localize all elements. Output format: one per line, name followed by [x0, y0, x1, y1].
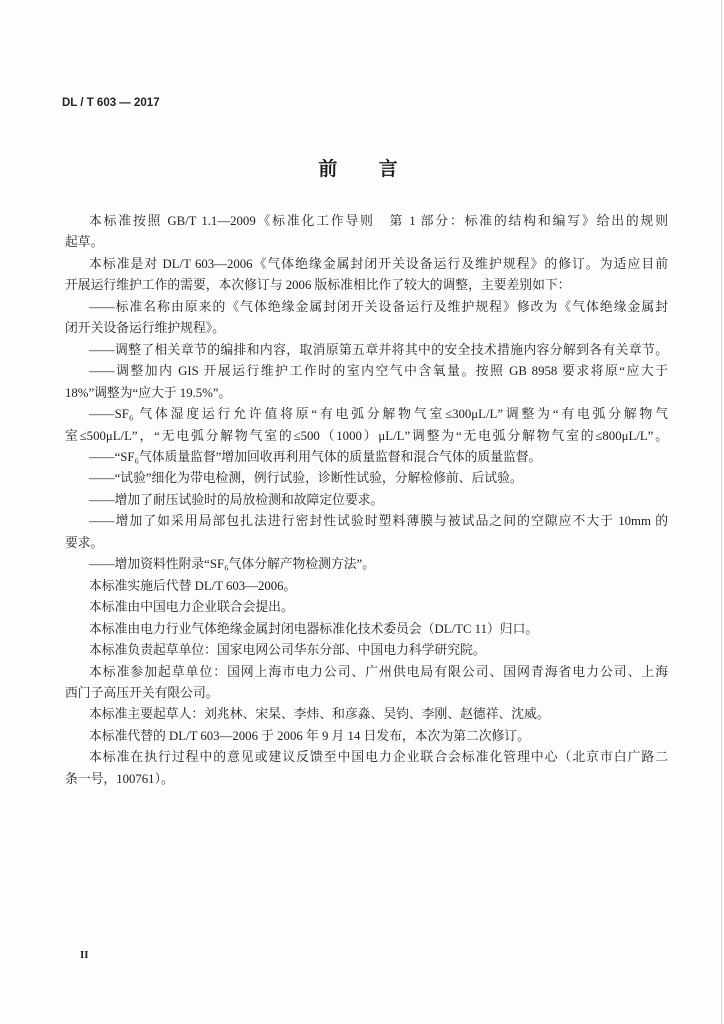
- change-item: [65, 297, 668, 340]
- foreword-paragraph: [65, 726, 668, 747]
- document-code-header: DL / T 603 — 2017: [62, 97, 160, 109]
- page-number: II: [80, 949, 89, 961]
- foreword-paragraph: [65, 640, 668, 661]
- text-line: 室≤500μL/L”，“无电弧分解物气室的≤500（1000）μL/L”调整为“无电弧分解物气室的≤800μL/L”。: [65, 428, 668, 443]
- foreword-paragraph: [65, 619, 668, 640]
- text-line: ——增加了如采用局部包扎法进行密封性试验时塑料薄膜与被试品之间的空隙应不大于 10mm 的: [89, 514, 668, 529]
- text-line: 本标准负责起草单位：国家电网公司华东分部、中国电力科学研究院。: [89, 643, 486, 658]
- foreword-paragraph: [65, 662, 668, 705]
- foreword-paragraph: [65, 597, 668, 618]
- foreword-body: [65, 211, 668, 790]
- change-item: [65, 511, 668, 554]
- text-line: 西门子高压开关有限公司。: [65, 685, 219, 700]
- text-line: 闭开关设备运行维护规程》。: [65, 321, 225, 336]
- foreword-paragraph: [65, 254, 668, 297]
- text-line: ——标准名称由原来的《气体绝缘金属封闭开关设备运行及维护规程》修改为《气体绝缘金属封: [89, 299, 668, 314]
- change-item: [65, 361, 668, 404]
- foreword-paragraph: [65, 576, 668, 597]
- text-line: ——SF₆ 气体湿度运行允许值将原“有电弧分解物气室≤300μL/L”调整为“有电弧分解物气: [89, 407, 668, 422]
- text-line: 本标准在执行过程中的意见或建议反馈至中国电力企业联合会标准化管理中心（北京市白广路二: [89, 750, 668, 765]
- text-line: 条一号，100761）。: [65, 771, 174, 786]
- text-line: ——“SF₆气体质量监督”增加回收再利用气体的质量监督和混合气体的质量监督。: [89, 449, 542, 464]
- foreword-paragraph: [65, 211, 668, 254]
- text-line: 18%”调整为“应大于 19.5%”。: [65, 385, 232, 400]
- text-line: 本标准主要起草人：刘兆林、宋杲、李炜、和彦淼、吴钧、李刚、赵德祥、沈威。: [89, 707, 550, 722]
- change-item: [65, 490, 668, 511]
- text-line: 起草。: [65, 235, 104, 250]
- change-item: [65, 340, 668, 361]
- text-line: ——“试验”细化为带电检测，例行试验，诊断性试验，分解检修前、后试验。: [89, 471, 523, 486]
- text-line: 要求。: [65, 535, 104, 550]
- change-item: [65, 404, 668, 447]
- text-line: 本标准参加起草单位：国网上海市电力公司、广州供电局有限公司、国网青海省电力公司、上海: [89, 664, 668, 679]
- foreword-paragraph: [65, 747, 668, 790]
- foreword-paragraph: [65, 704, 668, 725]
- text-line: 本标准由中国电力企业联合会提出。: [89, 600, 294, 615]
- text-line: 开展运行维护工作的需要，本次修订与 2006 版标准相比作了较大的调整，主要差别如下：: [65, 278, 571, 293]
- change-item: [65, 468, 668, 489]
- text-line: 本标准实施后代替 DL/T 603—2006。: [89, 578, 297, 593]
- text-line: 本标准按照 GB/T 1.1—2009《标准化工作导则 第 1 部分：标准的结构和编写》给出的规则: [89, 214, 668, 228]
- text-line: 本标准是对 DL/T 603—2006《气体绝缘金属封闭开关设备运行及维护规程》的修订。为适应目前: [89, 256, 668, 271]
- text-line: ——增加了耐压试验时的局放检测和故障定位要求。: [89, 492, 384, 507]
- scan-edge-line: [721, 0, 722, 1024]
- text-line: ——增加资料性附录“SF₆气体分解产物检测方法”。: [89, 557, 375, 572]
- text-line: 本标准代替的 DL/T 603—2006 于 2006 年 9 月 14 日发布，本次为第二次修订。: [89, 728, 530, 743]
- text-line: ——调整了相关章节的编排和内容，取消原第五章并将其中的安全技术措施内容分解到各有关章节。: [89, 342, 668, 357]
- change-item: [65, 554, 668, 575]
- text-line: 本标准由电力行业气体绝缘金属封闭电器标准化技术委员会（DL/TC 11）归口。: [89, 621, 539, 636]
- change-item: [65, 447, 668, 468]
- text-line: ——调整加内 GIS 开展运行维护工作时的室内空气中含氧量。按照 GB 8958 要求将原“应大于: [89, 364, 668, 379]
- page-title: 前 言: [318, 159, 398, 180]
